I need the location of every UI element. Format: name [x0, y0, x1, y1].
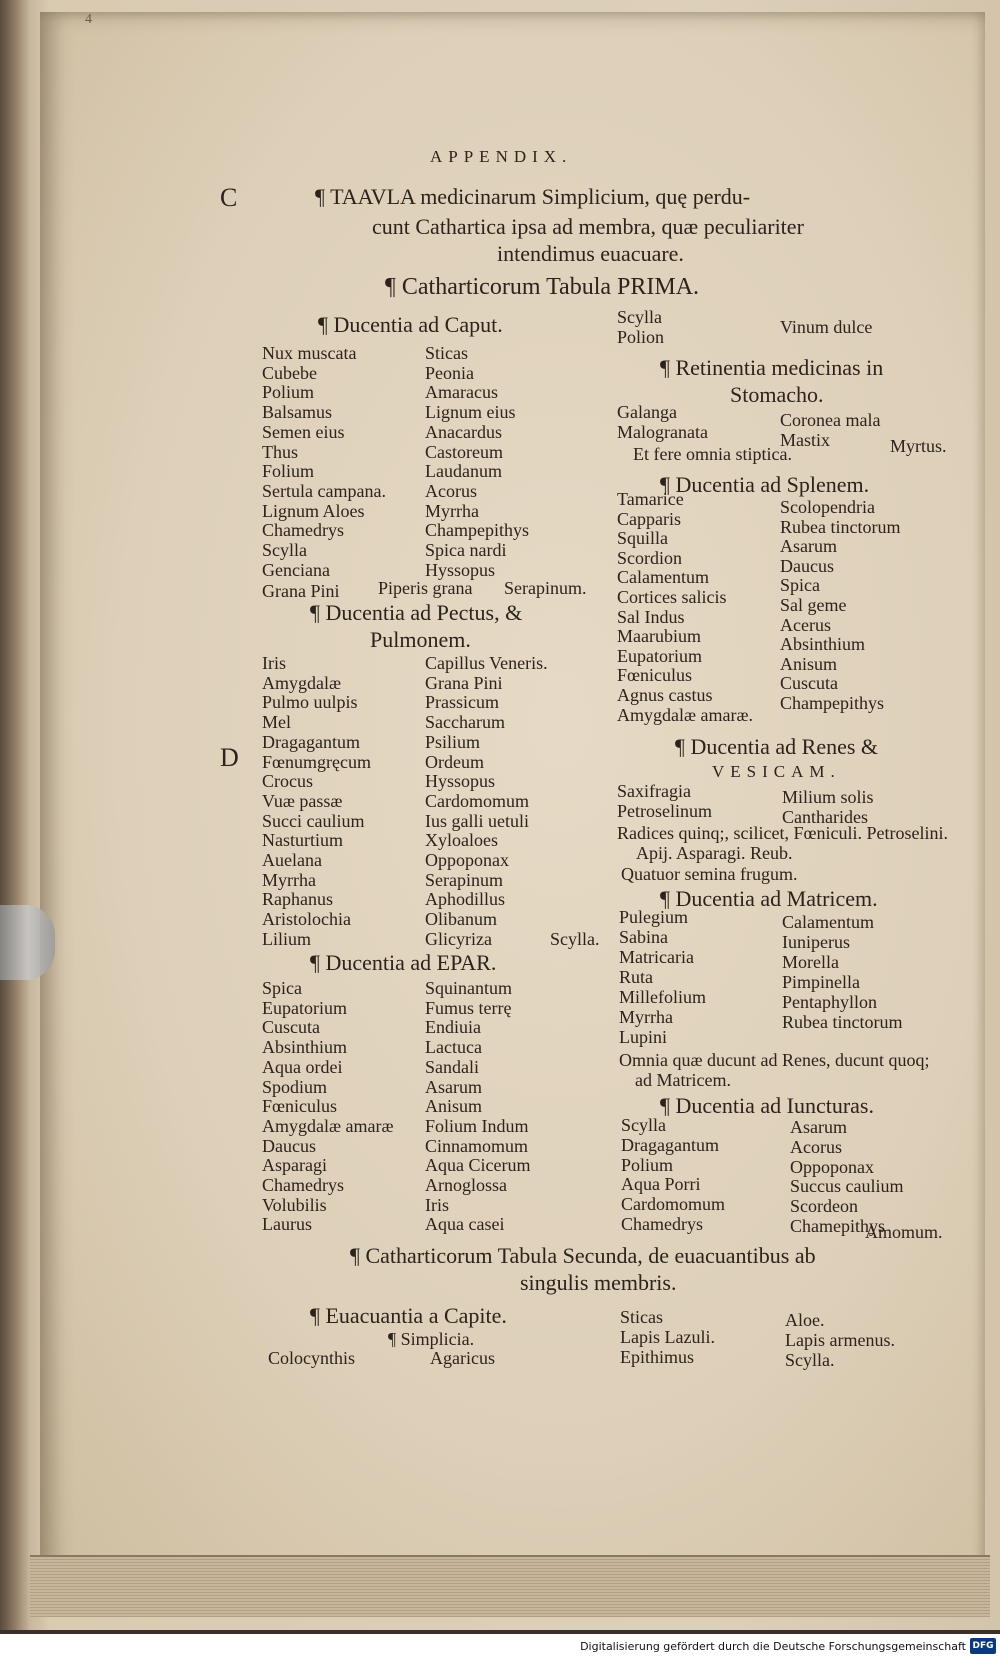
- list-item: Peonia: [425, 362, 474, 383]
- list-item: Dragagantum: [262, 731, 360, 752]
- list-item: Lapis Lazuli.: [620, 1327, 715, 1347]
- list-item: Pulegium: [619, 907, 689, 927]
- list-item: Polium: [262, 382, 315, 403]
- list-item: Absinthium: [262, 1037, 348, 1058]
- list-item: Semen eius: [262, 421, 345, 442]
- list-item: Oppoponax: [425, 850, 509, 870]
- section-heading: ¶ Retinentia medicinas in: [660, 355, 884, 380]
- list-item: Auelana: [262, 850, 322, 870]
- list-item: Grana Pini: [425, 672, 503, 693]
- list-item: Agaricus: [430, 1348, 495, 1368]
- list-item: Polion: [617, 327, 665, 347]
- list-item: Scordion: [617, 547, 682, 568]
- list-item: Scylla: [617, 307, 662, 327]
- list-item: Iris: [425, 1194, 449, 1215]
- list-item: Asarum: [780, 536, 837, 557]
- list-item: Daucus: [262, 1135, 316, 1156]
- list-item: Folium Indum: [425, 1115, 529, 1136]
- title-line: intendimus euacuare.: [497, 241, 684, 266]
- list-item: Amygdalæ amaræ: [262, 1115, 394, 1136]
- list-item: Nasturtium: [262, 830, 343, 851]
- list-item: Et fere omnia stiptica.: [633, 444, 792, 464]
- list-item: Squinantum: [425, 978, 513, 998]
- list-item: Folium: [262, 461, 315, 482]
- text-line: Apij. Asparagi. Reub.: [636, 843, 793, 863]
- list-item: Thus: [262, 441, 298, 462]
- list-item: Scolopendria: [780, 497, 875, 517]
- list-item: Chamepithys: [790, 1216, 885, 1236]
- list-item: Saxifragia: [617, 781, 691, 801]
- list-item: Mastix: [780, 430, 831, 450]
- list-item: Spodium: [262, 1076, 328, 1097]
- list-item: Xyloaloes: [425, 830, 498, 851]
- list-item: Lignum eius: [425, 402, 516, 423]
- list-item: Myrrha: [262, 869, 316, 890]
- list-item: Ordeum: [425, 751, 484, 772]
- list-item: Aphodillus: [425, 889, 506, 910]
- list-item: Acorus: [790, 1136, 842, 1157]
- list-item: Serapinum: [425, 869, 503, 890]
- list-item: Maarubium: [617, 626, 701, 647]
- list-item: Olibanum: [425, 909, 497, 930]
- list-item: Calamentum: [617, 567, 709, 588]
- list-item: Volubilis: [262, 1194, 327, 1215]
- list-item: Myrrha: [619, 1007, 673, 1027]
- list-item: Cubebe: [262, 362, 317, 383]
- list-item: Dragagantum: [621, 1134, 719, 1155]
- list-item: Petroselinum: [617, 801, 712, 821]
- list-item: Fœniculus: [262, 1096, 338, 1117]
- list-item: Sal Indus: [617, 606, 685, 627]
- list-item: Raphanus: [262, 889, 333, 910]
- list-item: Colocynthis: [268, 1348, 356, 1368]
- text-line: Quatuor semina frugum.: [621, 864, 798, 884]
- list-item: Aristolochia: [262, 909, 351, 930]
- list-item: Morella: [782, 952, 839, 972]
- list-item: Sandali: [425, 1056, 479, 1077]
- list-item: Spica: [262, 978, 302, 998]
- footer-bar: [0, 1634, 1000, 1659]
- list-item: Pentaphyllon: [782, 992, 877, 1012]
- list-item: Anacardus: [425, 421, 502, 442]
- list-item: Amygdalæ: [262, 672, 341, 693]
- list-item: Capillus Veneris.: [425, 653, 548, 673]
- list-item: Rubea tinctorum: [780, 516, 901, 537]
- dfg-logo-icon: DFG: [970, 1638, 996, 1654]
- list-item: Asparagi: [262, 1155, 327, 1176]
- section-heading: ¶ Ducentia ad Splenem.: [660, 472, 870, 497]
- list-item: Ius galli uetuli: [425, 810, 529, 831]
- list-item: Cantharides: [782, 807, 868, 827]
- list-item: Pulmo uulpis: [262, 692, 358, 713]
- list-item: Mel: [262, 712, 291, 733]
- list-item: Glicyriza: [425, 928, 492, 949]
- text-line: Radices quinq;, scilicet, Fœniculi. Petroselini.: [617, 823, 948, 843]
- list-item: Aloe.: [785, 1310, 825, 1330]
- list-item: Amomum.: [865, 1222, 943, 1242]
- list-item: Capparis: [617, 508, 681, 529]
- section-heading: Stomacho.: [730, 382, 824, 407]
- list-item: Daucus: [780, 555, 834, 576]
- list-item: Prassicum: [425, 692, 499, 713]
- section-heading: ¶ Ducentia ad Caput.: [318, 312, 503, 337]
- list-item: Scylla: [262, 540, 307, 560]
- list-item: Chamedrys: [262, 520, 344, 541]
- margin-letter-c: C: [220, 183, 238, 212]
- list-item: Matricaria: [619, 947, 694, 967]
- list-item: Rubea tinctorum: [782, 1012, 903, 1032]
- list-item: Lupini: [619, 1027, 667, 1047]
- list-item: Acorus: [425, 480, 477, 501]
- list-item: Cinnamomum: [425, 1135, 528, 1156]
- list-item: Lignum Aloes: [262, 500, 365, 521]
- metal-clip: [0, 905, 55, 980]
- list-item: Malogranata: [617, 422, 708, 442]
- margin-letter-d: D: [220, 743, 239, 772]
- section-heading: ¶ Catharticorum Tabula Secunda, de euacuantibus ab: [350, 1243, 816, 1268]
- list-item: Spica nardi: [425, 540, 507, 560]
- list-item: Millefolium: [619, 987, 706, 1007]
- list-item: Myrrha: [425, 500, 479, 521]
- list-item: Succi caulium: [262, 810, 365, 831]
- list-item: Myrtus.: [890, 436, 947, 456]
- page-edges: [30, 1555, 990, 1617]
- title-line: cunt Cathartica ipsa ad membra, quæ peculiariter: [372, 214, 804, 239]
- list-item: Oppoponax: [790, 1156, 874, 1177]
- list-item: Psilium: [425, 731, 481, 752]
- list-item: Vinum dulce: [780, 317, 873, 337]
- list-item: Lactuca: [425, 1037, 482, 1058]
- list-item: Amaracus: [425, 382, 498, 403]
- list-item: Lapis armenus.: [785, 1330, 895, 1350]
- section-heading: ¶ Ducentia ad Pectus, &: [310, 600, 523, 625]
- list-item: Aqua ordei: [262, 1056, 343, 1077]
- list-item: Pimpinella: [782, 972, 860, 992]
- list-item: Cuscuta: [780, 673, 838, 694]
- section-heading: Pulmonem.: [370, 627, 471, 652]
- list-item: Anisum: [780, 653, 838, 674]
- list-item: Milium solis: [782, 787, 874, 807]
- list-item: Castoreum: [425, 441, 503, 462]
- list-item: Piperis grana: [378, 578, 473, 598]
- list-item: Vuæ passæ: [262, 790, 343, 811]
- list-item: Balsamus: [262, 402, 332, 423]
- section-heading: ¶ Euacuantia a Capite.: [310, 1303, 507, 1328]
- list-item: Cortices salicis: [617, 587, 727, 607]
- list-item: Crocus: [262, 771, 313, 792]
- list-item: Eupatorium: [617, 645, 702, 666]
- page-mark: 4: [85, 12, 92, 27]
- subheading: ¶ Simplicia.: [388, 1329, 475, 1349]
- list-item: Genciana: [262, 559, 330, 580]
- list-item: Cardomomum: [425, 790, 529, 811]
- list-item: Galanga: [617, 402, 677, 422]
- list-item: Sticas: [620, 1307, 663, 1327]
- list-item: Squilla: [617, 528, 669, 549]
- list-item: Fœniculus: [617, 665, 693, 686]
- list-item: Grana Pini: [262, 581, 340, 601]
- section-heading: singulis membris.: [520, 1270, 677, 1295]
- list-item: Sertula campana.: [262, 480, 386, 501]
- section-heading: ¶ Ducentia ad Renes &: [675, 734, 879, 759]
- list-item: Sabina: [619, 927, 668, 947]
- list-item: Endiuia: [425, 1017, 481, 1038]
- list-item: Iuniperus: [782, 932, 850, 952]
- list-item: Spica: [780, 575, 820, 596]
- list-item: Arnoglossa: [425, 1175, 507, 1195]
- list-item: Calamentum: [782, 912, 874, 932]
- text-line: ad Matricem.: [635, 1070, 731, 1090]
- list-item: Chamedrys: [621, 1214, 703, 1234]
- list-item: Lilium: [262, 928, 311, 949]
- list-item: Scylla: [621, 1115, 666, 1135]
- section-heading: VESICAM.: [712, 762, 841, 781]
- list-item: Asarum: [790, 1117, 847, 1137]
- list-item: Amygdalæ amaræ.: [617, 704, 753, 725]
- list-item: Scylla.: [785, 1350, 835, 1370]
- list-item: Tamarice: [617, 489, 684, 509]
- list-item: Epithimus: [620, 1347, 695, 1367]
- list-item: Hyssopus: [425, 771, 496, 792]
- list-item: Aqua Cicerum: [425, 1155, 531, 1176]
- list-item: Cuscuta: [262, 1017, 320, 1038]
- list-item: Aqua Porri: [621, 1174, 701, 1195]
- list-item: Eupatorium: [262, 997, 347, 1018]
- running-head: APPENDIX.: [430, 147, 573, 166]
- list-item: Laudanum: [425, 461, 502, 482]
- list-item: Asarum: [425, 1076, 482, 1097]
- section-heading: ¶ Ducentia ad Iuncturas.: [660, 1093, 874, 1118]
- list-item: Serapinum.: [504, 578, 587, 598]
- list-item: Anisum: [425, 1096, 483, 1117]
- list-item: Polium: [621, 1154, 674, 1175]
- list-item: Fœnumgręcum: [262, 751, 371, 772]
- list-item: Champepithys: [425, 520, 529, 541]
- list-item: Scylla.: [550, 929, 600, 949]
- list-item: Ruta: [619, 967, 653, 987]
- section-heading: ¶ Ducentia ad Matricem.: [660, 886, 878, 911]
- section-heading: ¶ Ducentia ad EPAR.: [310, 950, 497, 975]
- list-item: Champepithys: [780, 693, 884, 713]
- list-item: Aqua casei: [425, 1214, 505, 1235]
- title-line: ¶ TAAVLA medicinarum Simplicium, quę perdu-: [315, 184, 751, 209]
- list-item: Hyssopus: [425, 559, 496, 580]
- list-item: Agnus castus: [617, 685, 713, 705]
- list-item: Nux muscata: [262, 343, 357, 363]
- footer-credit: Digitalisierung gefördert durch die Deutsche Forschungsgemeinschaft: [580, 1640, 966, 1653]
- list-item: Acerus: [780, 614, 831, 635]
- list-item: Saccharum: [425, 712, 505, 733]
- list-item: Chamedrys: [262, 1175, 344, 1195]
- list-item: Cardomomum: [621, 1194, 725, 1215]
- text-line: Omnia quæ ducunt ad Renes, ducunt quoq;: [619, 1050, 930, 1070]
- list-item: Fumus terrę: [425, 997, 512, 1018]
- section-heading: ¶ Catharticorum Tabula PRIMA.: [385, 274, 700, 300]
- list-item: Absinthium: [780, 634, 866, 655]
- list-item: Scordeon: [790, 1196, 858, 1217]
- list-item: Sticas: [425, 343, 468, 363]
- list-item: Succus caulium: [790, 1176, 904, 1197]
- list-item: Coronea mala: [780, 410, 881, 430]
- list-item: Iris: [262, 653, 286, 673]
- list-item: Sal geme: [780, 595, 847, 615]
- list-item: Laurus: [262, 1214, 312, 1235]
